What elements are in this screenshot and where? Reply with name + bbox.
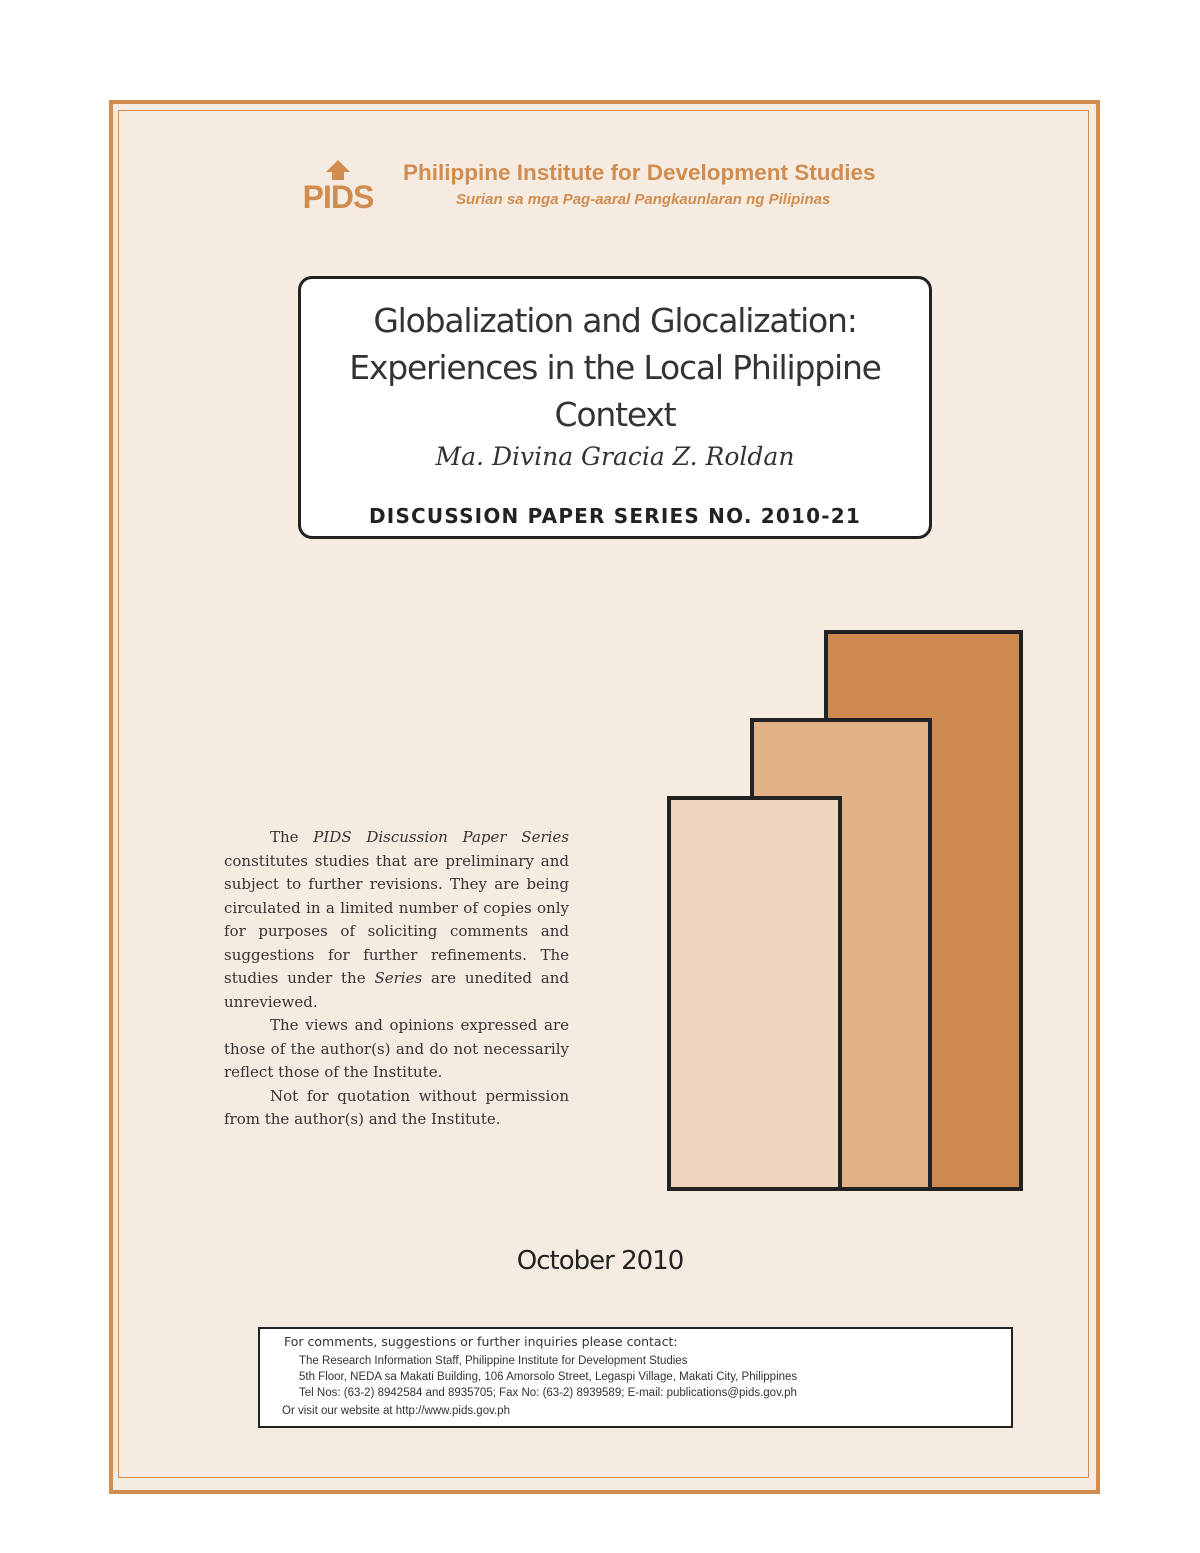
disclaimer-body: constitutes studies that are preliminary and subject to further revisions. They are being circulated in a limited number of copies only for purposes of soliciting comments and suggestions for further refinements. The studies under the	[224, 851, 569, 987]
contact-website: Or visit our website at http://www.pids.gov.ph	[282, 1405, 510, 1417]
series-number: DISCUSSION PAPER SERIES NO. 2010-21	[369, 504, 861, 528]
disclaimer-end: are unedited and unreviewed.	[224, 969, 570, 1011]
contact-line: 5th Floor, NEDA sa Makati Building, 106 Amorsolo Street, Legaspi Village, Makati City, Philippines	[299, 1371, 798, 1383]
disclaimer-paragraph	[224, 826, 569, 1014]
contact-box	[258, 1327, 1013, 1428]
block-light	[669, 798, 840, 1189]
contact-heading: For comments, suggestions or further inquiries please contact:	[284, 1334, 678, 1349]
paper-title-line: Experiences in the Local Philippine	[349, 348, 881, 387]
disclaimer-intro: The	[270, 828, 314, 846]
author-name: Ma. Divina Gracia Z. Roldan	[435, 442, 795, 471]
disclaimer-text	[224, 826, 569, 1132]
paper-title	[301, 297, 929, 438]
disclaimer-paragraph: Not for quotation without permission from the author(s) and the Institute.	[224, 1086, 569, 1128]
title-box	[298, 276, 932, 539]
series-name: PIDS Discussion Paper Series	[313, 828, 569, 846]
paper-title-line: Context	[554, 395, 676, 434]
publication-date: October 2010	[516, 1246, 684, 1276]
series-word: Series	[374, 969, 423, 987]
stacked-blocks-graphic	[666, 630, 1024, 1192]
pids-logo	[292, 160, 384, 212]
disclaimer-paragraph: The views and opinions expressed are those of the author(s) and do not necessarily reflect those of the Institute.	[224, 1016, 569, 1081]
contact-line: The Research Information Staff, Philippine Institute for Development Studies	[299, 1355, 688, 1367]
org-name: Philippine Institute for Development Studies	[403, 160, 876, 185]
org-tagline: Surian sa mga Pag-aaral Pangkaunlaran ng Pilipinas	[456, 191, 831, 208]
contact-line: Tel Nos: (63-2) 8942584 and 8935705; Fax No: (63-2) 8939589; E-mail: publications@pids.gov.ph	[299, 1387, 797, 1399]
paper-title-line: Globalization and Glocalization:	[373, 301, 857, 340]
pids-logo-text: PIDS	[302, 179, 374, 212]
